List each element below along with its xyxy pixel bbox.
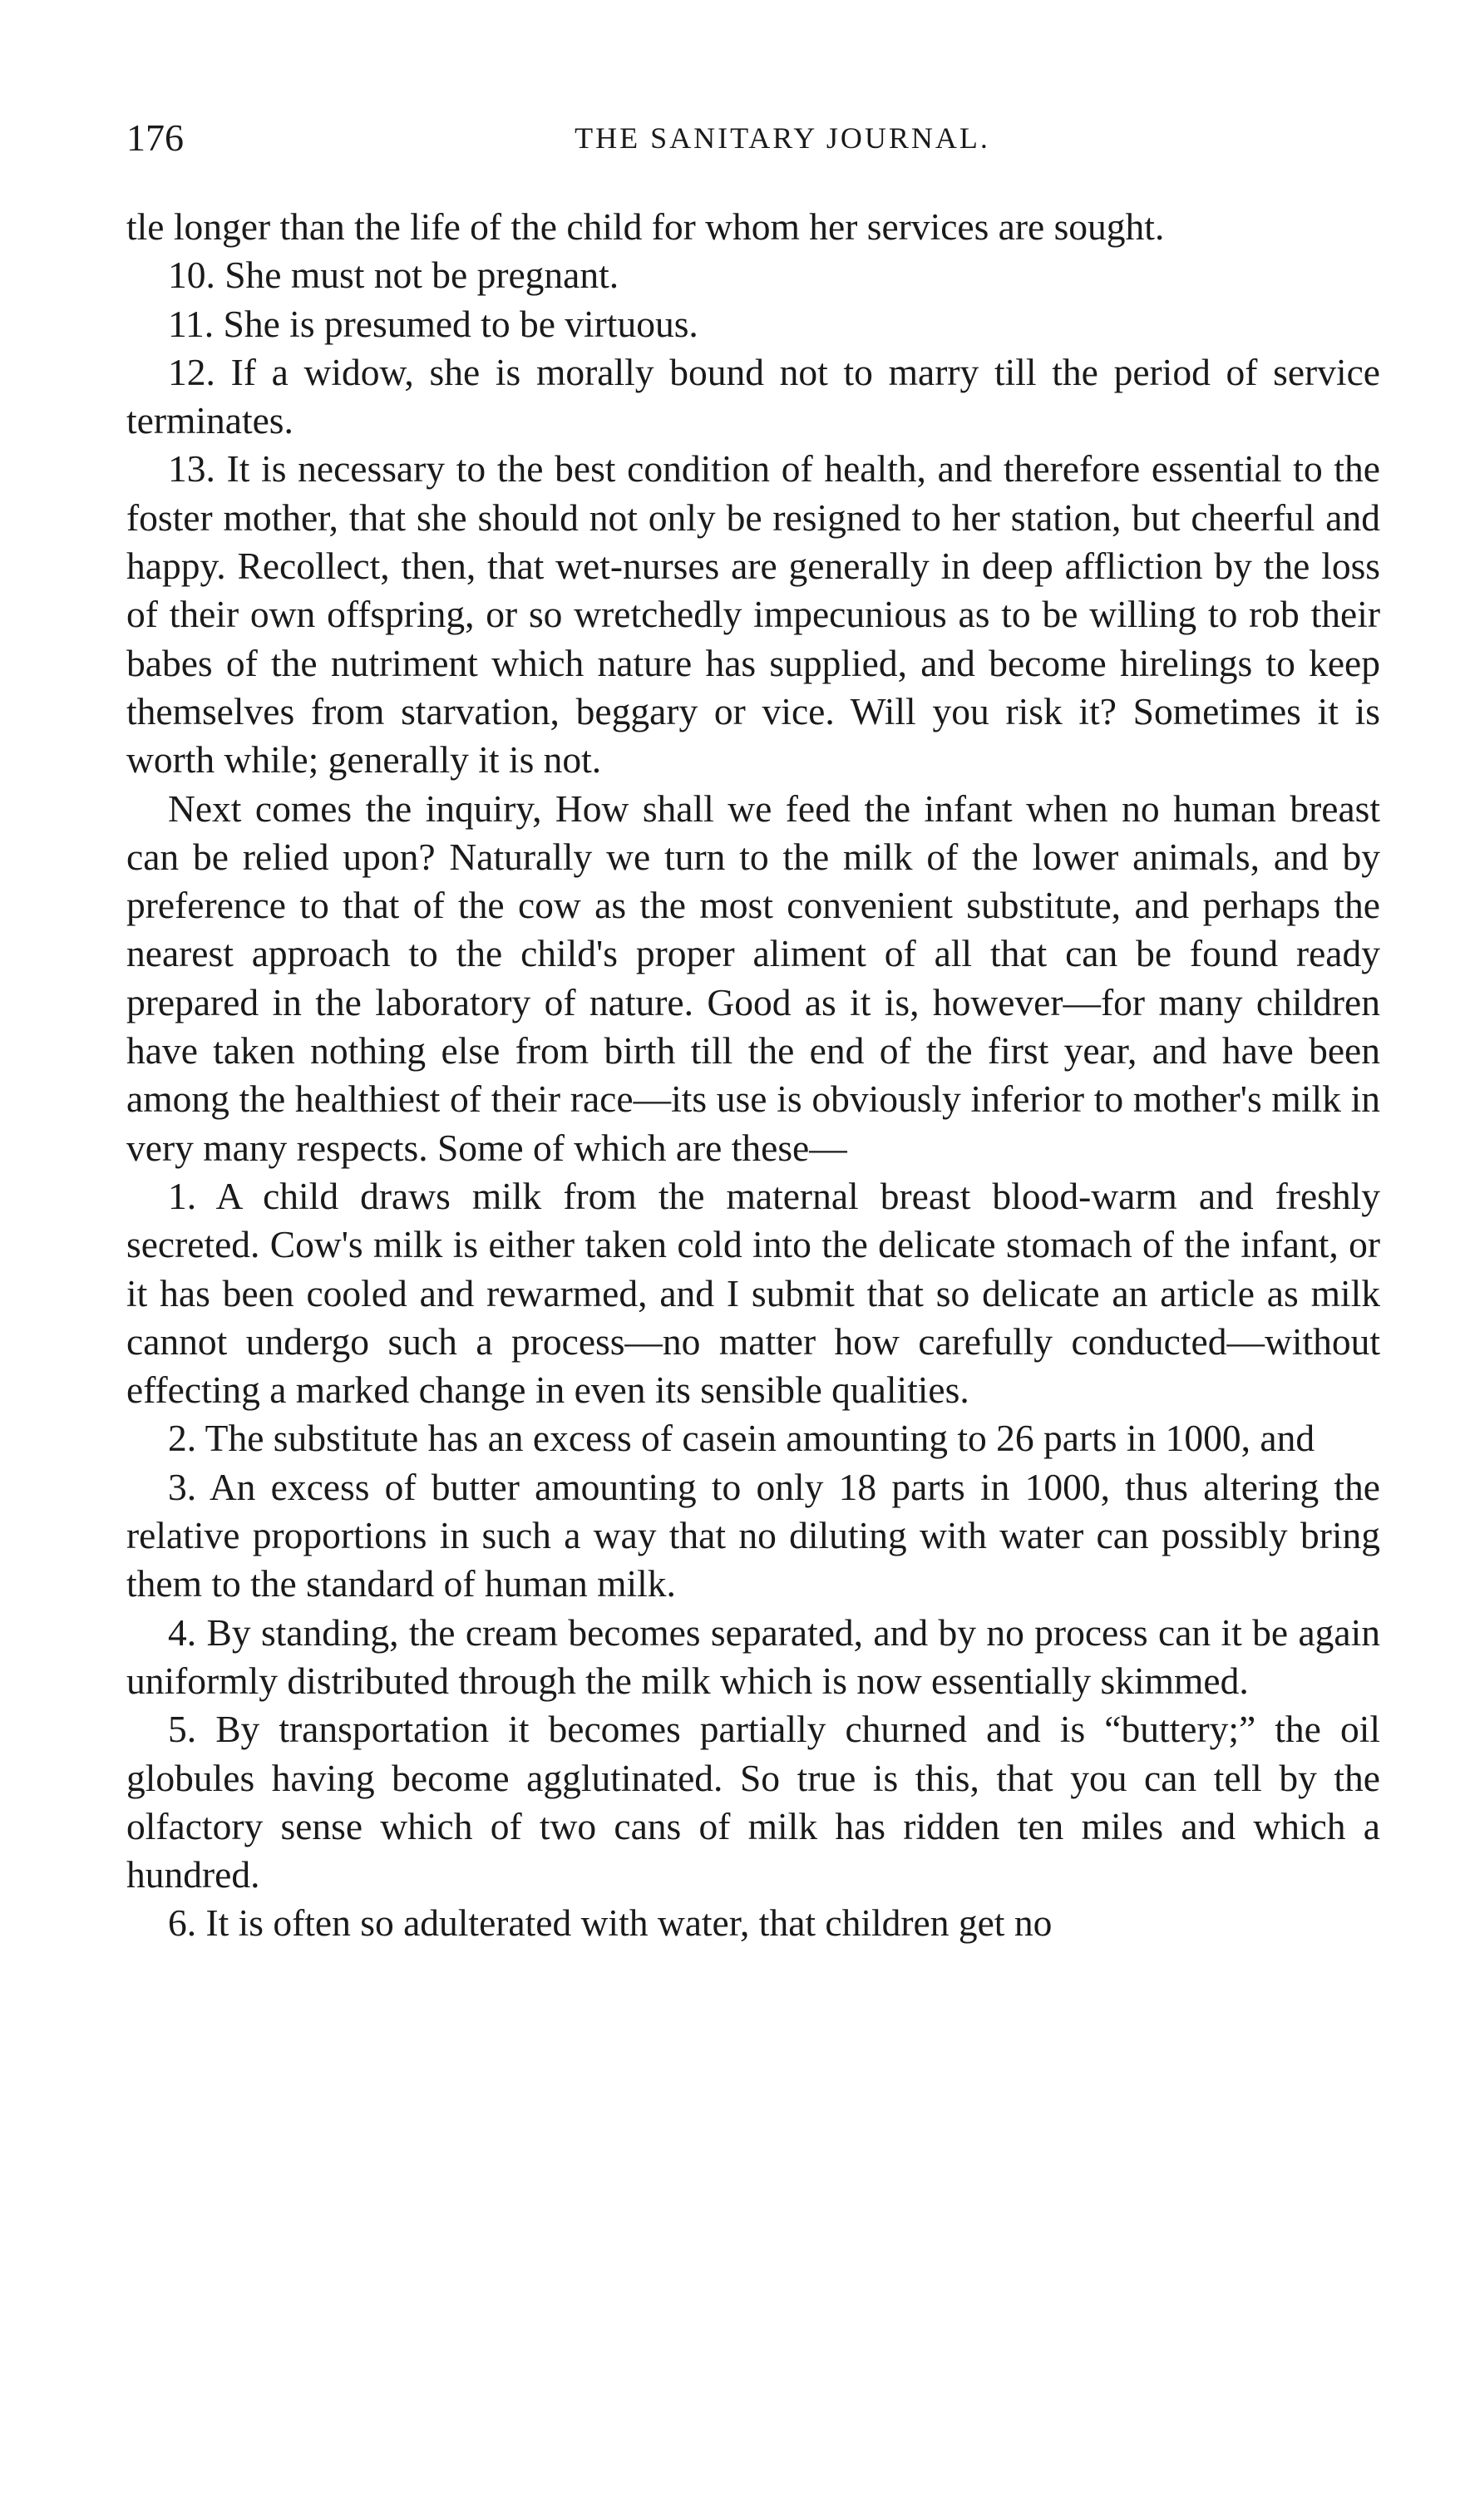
list-item-5: 5. By transportation it becomes partially churned and is “buttery;” the oil globules having become agglutinated. So true is this, that you can tell by the olfactory sense which of two cans of milk has ridden ten miles and which a hundred.: [126, 1708, 1380, 1896]
list-item-2: 2. The substitute has an excess of casein amounting to 26 parts in 1000, and: [168, 1417, 1315, 1460]
body-text: [126, 203, 1380, 1948]
paragraph-inquiry: Next comes the inquiry, How shall we feed the infant when no human breast can be relied upon? Naturally we turn to the milk of the lower animals, and by preference to that of the cow as the most convenient substitute, and perhaps the nearest approach to the child's proper aliment of all that can be found ready prepared in the laboratory of nature. Good as it is, however—for many children have taken nothing else from birth till the end of the first year, and have been among the healthiest of their race—its use is obviously inferior to mother's milk in very many respects. Some of which are these—: [126, 787, 1380, 1169]
list-item-10: 10. She must not be pregnant.: [168, 254, 619, 297]
list-item-6: 6. It is often so adulterated with water, that children get no: [168, 1901, 1053, 1945]
list-item-3: 3. An excess of butter amounting to only 18 parts in 1000, thus altering the relative proportions in such a way that no diluting with water can possibly bring them to the standard of human milk.: [126, 1465, 1380, 1605]
list-item-13: 13. It is necessary to the best condition of health, and therefore essential to the foster mother, that she should not only be resigned to her station, but cheerful and happy. Recollect, then, that wet-nurses are generally in deep affliction by the loss of their own offspring, or so wretchedly impecunious as to be willing to rob their babes of the nutriment which nature has supplied, and become hirelings to keep themselves from starvation, beggary or vice. Will you risk it? Sometimes it is worth while; generally it is not.: [126, 447, 1380, 782]
page-number: 176: [126, 116, 184, 159]
list-item-4: 4. By standing, the cream becomes separated, and by no process can it be again uniformly distributed through the milk which is now essentially skimmed.: [126, 1610, 1380, 1702]
list-item-1: 1. A child draws milk from the maternal breast blood-warm and freshly secreted. Cow's milk is either taken cold into the delicate stomach of the infant, or it has been cooled and rewarmed, and I submit that so delicate an article as milk cannot undergo such a process—no matter how carefully conducted—without effecting a marked change in even its sensible qualities.: [126, 1174, 1380, 1412]
list-item-12: 12. If a widow, she is morally bound not to marry till the period of service terminates.: [126, 350, 1380, 442]
journal-title: THE SANITARY JOURNAL.: [575, 121, 990, 155]
paragraph-continued: tle longer than the life of the child for whom her services are sought.: [126, 205, 1165, 248]
running-head: [126, 115, 1380, 161]
list-item-11: 11. She is presumed to be virtuous.: [168, 302, 698, 345]
